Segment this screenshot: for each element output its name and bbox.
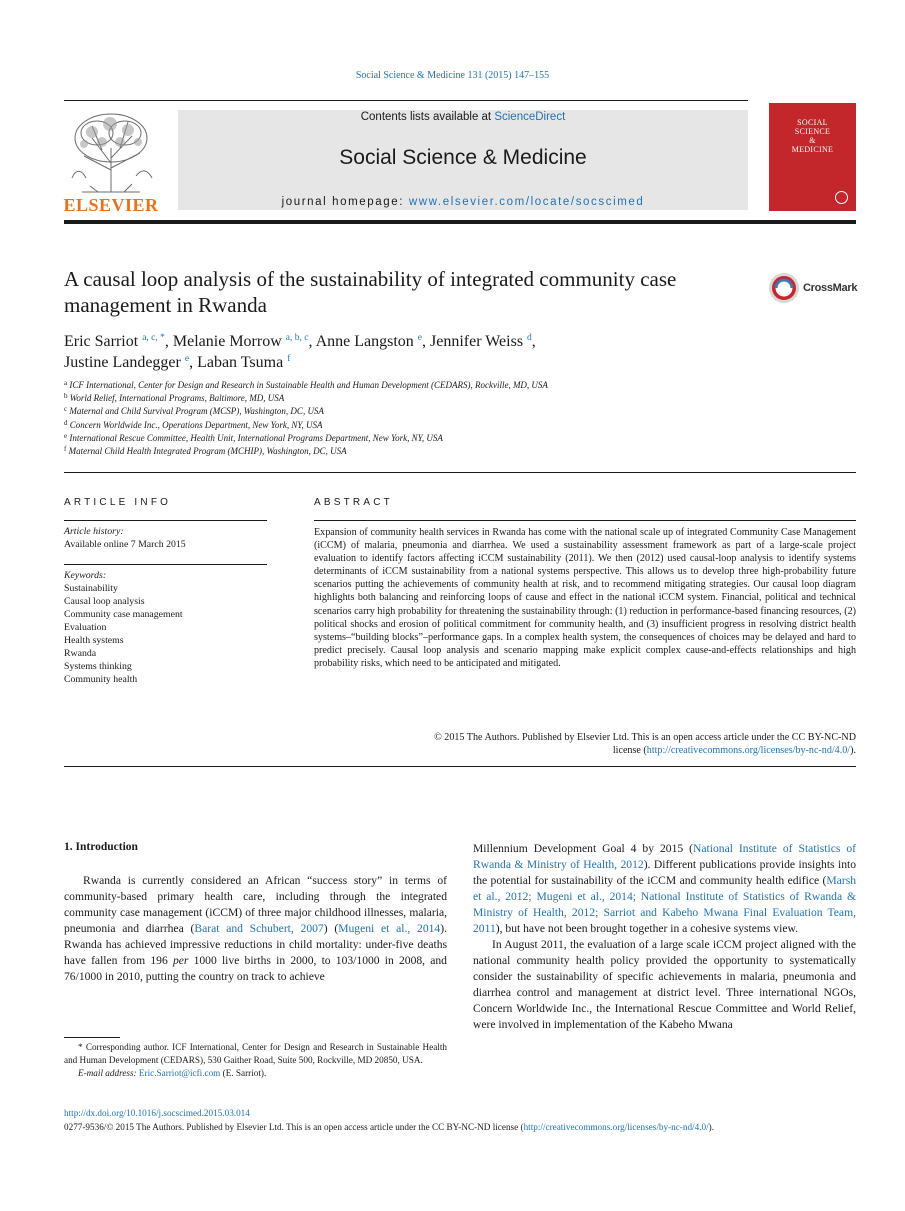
keyword-item: Rwanda xyxy=(64,648,97,659)
section-rule xyxy=(64,472,856,473)
keyword-item: Systems thinking xyxy=(64,661,132,672)
homepage-link[interactable]: www.elsevier.com/locate/socscimed xyxy=(408,196,645,208)
keywords-label: Keywords: xyxy=(64,570,107,581)
email-label: E-mail address: xyxy=(78,1068,139,1078)
abstract-copyright xyxy=(314,731,856,757)
affiliation-item xyxy=(64,379,824,392)
keyword-item: Health systems xyxy=(64,635,124,646)
header-rule xyxy=(64,100,748,101)
author-separator: , xyxy=(164,333,173,350)
history-value: Available online 7 March 2015 xyxy=(64,539,186,550)
author-separator: , xyxy=(308,333,316,350)
header-thick-rule xyxy=(64,220,856,224)
keyword-list xyxy=(64,569,267,686)
citation-link[interactable]: National Institute of Statistics of Rwanda & Ministry of Health, 2012 xyxy=(473,842,856,871)
author-affiliation-marker[interactable]: e xyxy=(417,333,422,343)
issn-suffix: ). xyxy=(708,1122,714,1132)
affiliation-key: d xyxy=(64,418,68,427)
article-info-heading: ARTICLE INFO xyxy=(64,497,172,508)
elsevier-wordmark: ELSEVIER xyxy=(63,195,159,215)
crossmark-icon xyxy=(768,272,800,304)
author-name[interactable]: Anne Langston xyxy=(315,333,414,350)
text-run: per xyxy=(172,954,189,967)
affiliation-key: b xyxy=(64,392,68,401)
cover-title xyxy=(769,118,856,154)
author-name[interactable]: Melanie Morrow xyxy=(172,333,282,350)
cover-emblem-icon xyxy=(835,191,848,204)
citation-link[interactable]: Barat and Schubert, 2007 xyxy=(194,922,324,935)
introduction-heading: 1. Introduction xyxy=(64,841,138,853)
text-run: ), but have not been brought together in a cohesive systems view. xyxy=(495,922,798,935)
text-run: ). Different publications provide insights into the potential for sustainability of the iCCM and community health edifice ( xyxy=(473,858,857,887)
body-paragraph xyxy=(64,873,447,985)
contents-prefix: Contents lists available at xyxy=(360,111,495,123)
issn-prefix: 0277-9536/© 2015 The Authors. Published by Elsevier Ltd. This is an open access article under the CC BY-NC-ND license ( xyxy=(64,1122,524,1132)
affiliation-list xyxy=(64,379,824,458)
issn-line xyxy=(64,1122,864,1132)
abstract-rule xyxy=(314,520,856,521)
keyword-item: Community health xyxy=(64,674,138,685)
affiliation-text: World Relief, International Programs, Baltimore, MD, USA xyxy=(69,393,285,404)
license-link[interactable]: http://creativecommons.org/licenses/by-nc-nd/4.0/ xyxy=(646,745,851,757)
homepage-prefix: journal homepage: xyxy=(281,196,409,208)
affiliation-key: c xyxy=(64,405,68,414)
affiliation-text: International Rescue Committee, Health Unit, International Programs Department, New York, NY, USA xyxy=(69,432,443,443)
footnote-text: * Corresponding author. ICF International, Center for Design and Research in Sustainable Health and Human Development (CEDARS), 530 Gaither Road, Suite 500, Rockville, MD 20850, USA. xyxy=(64,1042,447,1065)
author-affiliation-marker[interactable]: d xyxy=(527,333,532,343)
copyright-prefix: license ( xyxy=(612,745,647,757)
doi-link[interactable]: http://dx.doi.org/10.1016/j.socscimed.2015.03.014 xyxy=(64,1108,250,1118)
text-run: 1000 live births in 2000, to 103/1000 in 2008, and 76/1000 in 2010, putting the country on track to achieve xyxy=(64,954,447,983)
keyword-item: Evaluation xyxy=(64,622,107,633)
text-run: ). Rwanda has achieved impressive reductions in child mortality: under-five deaths have fallen from 196 xyxy=(64,922,447,967)
author-affiliation-marker[interactable]: f xyxy=(287,354,291,364)
citation-link[interactable]: Marsh et al., 2012; Mugeni et al., 2014; National Institute of Statistics of Rwanda & Ministry of Health, 2012; Sarriot and Kabeho Mwana Final Evaluation Team, 2011 xyxy=(473,874,856,935)
author-separator: , xyxy=(421,333,430,350)
article-title: A causal loop analysis of the sustainability of integrated community case management in Rwanda xyxy=(64,267,677,317)
affiliation-key: e xyxy=(64,431,68,440)
history-label: Article history: xyxy=(64,526,124,537)
info-rule xyxy=(64,520,267,521)
cover-title-line: MEDICINE xyxy=(791,145,834,154)
affiliation-item xyxy=(64,405,824,418)
affiliation-key: a xyxy=(64,379,68,387)
author-name[interactable]: Jennifer Weiss xyxy=(429,333,524,350)
cover-title-line: & xyxy=(809,136,816,145)
affiliation-item xyxy=(64,392,824,405)
copyright-line xyxy=(314,744,856,757)
author-affiliation-marker[interactable]: e xyxy=(184,354,190,364)
keyword-item: Community case management xyxy=(64,609,183,620)
copyright-suffix: ). xyxy=(850,745,856,757)
keyword-item: Sustainability xyxy=(64,583,118,594)
text-run: Millennium Development Goal 4 by 2015 ( xyxy=(473,842,694,855)
body-paragraph xyxy=(473,841,856,937)
cover-title-line: SCIENCE xyxy=(794,127,831,136)
journal-citation[interactable]: Social Science & Medicine 131 (2015) 147–155 xyxy=(355,70,550,81)
citation-link[interactable]: Mugeni et al., 2014 xyxy=(338,922,441,935)
affiliation-item xyxy=(64,445,824,458)
email-suffix: (E. Sarriot). xyxy=(220,1068,267,1078)
author-name[interactable]: Eric Sarriot xyxy=(64,333,139,350)
keyword-item: Causal loop analysis xyxy=(64,596,145,607)
article-history xyxy=(64,525,267,551)
author-affiliation-marker[interactable]: a, b, c xyxy=(285,333,309,343)
affiliation-text: Maternal and Child Survival Program (MCSP), Washington, DC, USA xyxy=(69,406,324,417)
affiliation-text: Maternal Child Health Integrated Program (MCHIP), Washington, DC, USA xyxy=(68,446,347,457)
affiliation-item xyxy=(64,419,824,432)
license-link[interactable]: http://creativecommons.org/licenses/by-nc-nd/4.0/ xyxy=(523,1122,709,1132)
body-column-right xyxy=(473,841,856,1033)
body-column-left xyxy=(64,873,447,985)
crossmark-button[interactable] xyxy=(768,272,858,306)
corresponding-author-footnote xyxy=(64,1041,447,1080)
affiliation-text: ICF International, Center for Design and Research in Sustainable Health and Human Development (CEDARS), Rockville, MD, USA xyxy=(69,380,548,390)
body-paragraph: In August 2011, the evaluation of a large scale iCCM project aligned with the national community health policy provided the opportunity to systematically consider the sustainability of specific achievements in malaria, pneumonia and diarrhea control and management at district level. Three international NGOs, Concern Worldwide Inc., the International Rescue Committee and World Relief, were involved in implementation of the Kabeho Mwana xyxy=(473,938,856,1031)
author-separator: , xyxy=(531,333,536,350)
footnote-rule xyxy=(64,1037,120,1038)
contents-line xyxy=(178,111,748,123)
cover-title-line: SOCIAL xyxy=(797,118,828,127)
copyright-line: © 2015 The Authors. Published by Elsevier Ltd. This is an open access article under the CC BY-NC-ND xyxy=(434,732,856,743)
author-name[interactable]: Laban Tsuma xyxy=(197,354,284,371)
affiliation-item xyxy=(64,432,824,445)
text-run: Rwanda is currently considered an African “success story” in terms of community-based primary health care, including through the integrated community case management (iCCM) of three major childhood illnesses, malaria, pneumonia and diarrhea ( xyxy=(64,874,447,935)
affiliation-key: f xyxy=(64,445,67,454)
text-run: ) ( xyxy=(323,922,339,935)
abstract-text: Expansion of community health services in Rwanda has come with the national scale up of integrated Community Case Management (iCCM) of malaria, pneumonia and diarrhea. We used a sustainability assessment framework as part of a large-scale project evaluation to identify factors affecting iCCM sustainability (2011). We then (2012) used causal-loop analysis to identify systems determinants of iCCM sustainability from a national systems perspective. This allows us to develop three high-probability future scenarios putting the achievements of community health at risk, and to recommend mitigating strategies. Our causal loop diagram highlights both balancing and reinforcing loops of cause and effect in the national iCCM system. Financial, political and technical scenarios carry high probability for threatening the sustainability through: (1) reduction in performance-based financing resources, (2) political shocks and erosion of political commitment for community health, and (3) insufficient progress in resolving district health systems–“building blocks”–performance gaps. In a complex health system, the consequences of choices may be delayed and hard to predict precisely. Causal loop analysis and scenario mapping make explicit complex cause-and-effects relationships and high probability risks, which need to be anticipated and mitigated. xyxy=(314,527,856,669)
homepage-line xyxy=(178,196,748,208)
info-rule xyxy=(64,564,267,565)
sciencedirect-link[interactable]: ScienceDirect xyxy=(494,111,566,123)
crossmark-label: CrossMark xyxy=(803,282,858,294)
affiliation-text: Concern Worldwide Inc., Operations Department, New York, NY, USA xyxy=(69,419,323,430)
footnote-email-line xyxy=(64,1067,447,1080)
author-affiliation-marker[interactable]: a, c, * xyxy=(142,333,165,343)
author-name[interactable]: Justine Landegger xyxy=(64,354,181,371)
author-separator: , xyxy=(189,354,198,371)
email-link[interactable]: Eric.Sarriot@icfi.com xyxy=(138,1068,221,1078)
journal-cover-thumbnail[interactable] xyxy=(769,103,856,211)
journal-name: Social Science & Medicine xyxy=(339,146,587,169)
author-list xyxy=(64,331,764,373)
abstract-heading: ABSTRACT xyxy=(314,497,393,508)
abstract-bottom-rule xyxy=(64,766,856,767)
